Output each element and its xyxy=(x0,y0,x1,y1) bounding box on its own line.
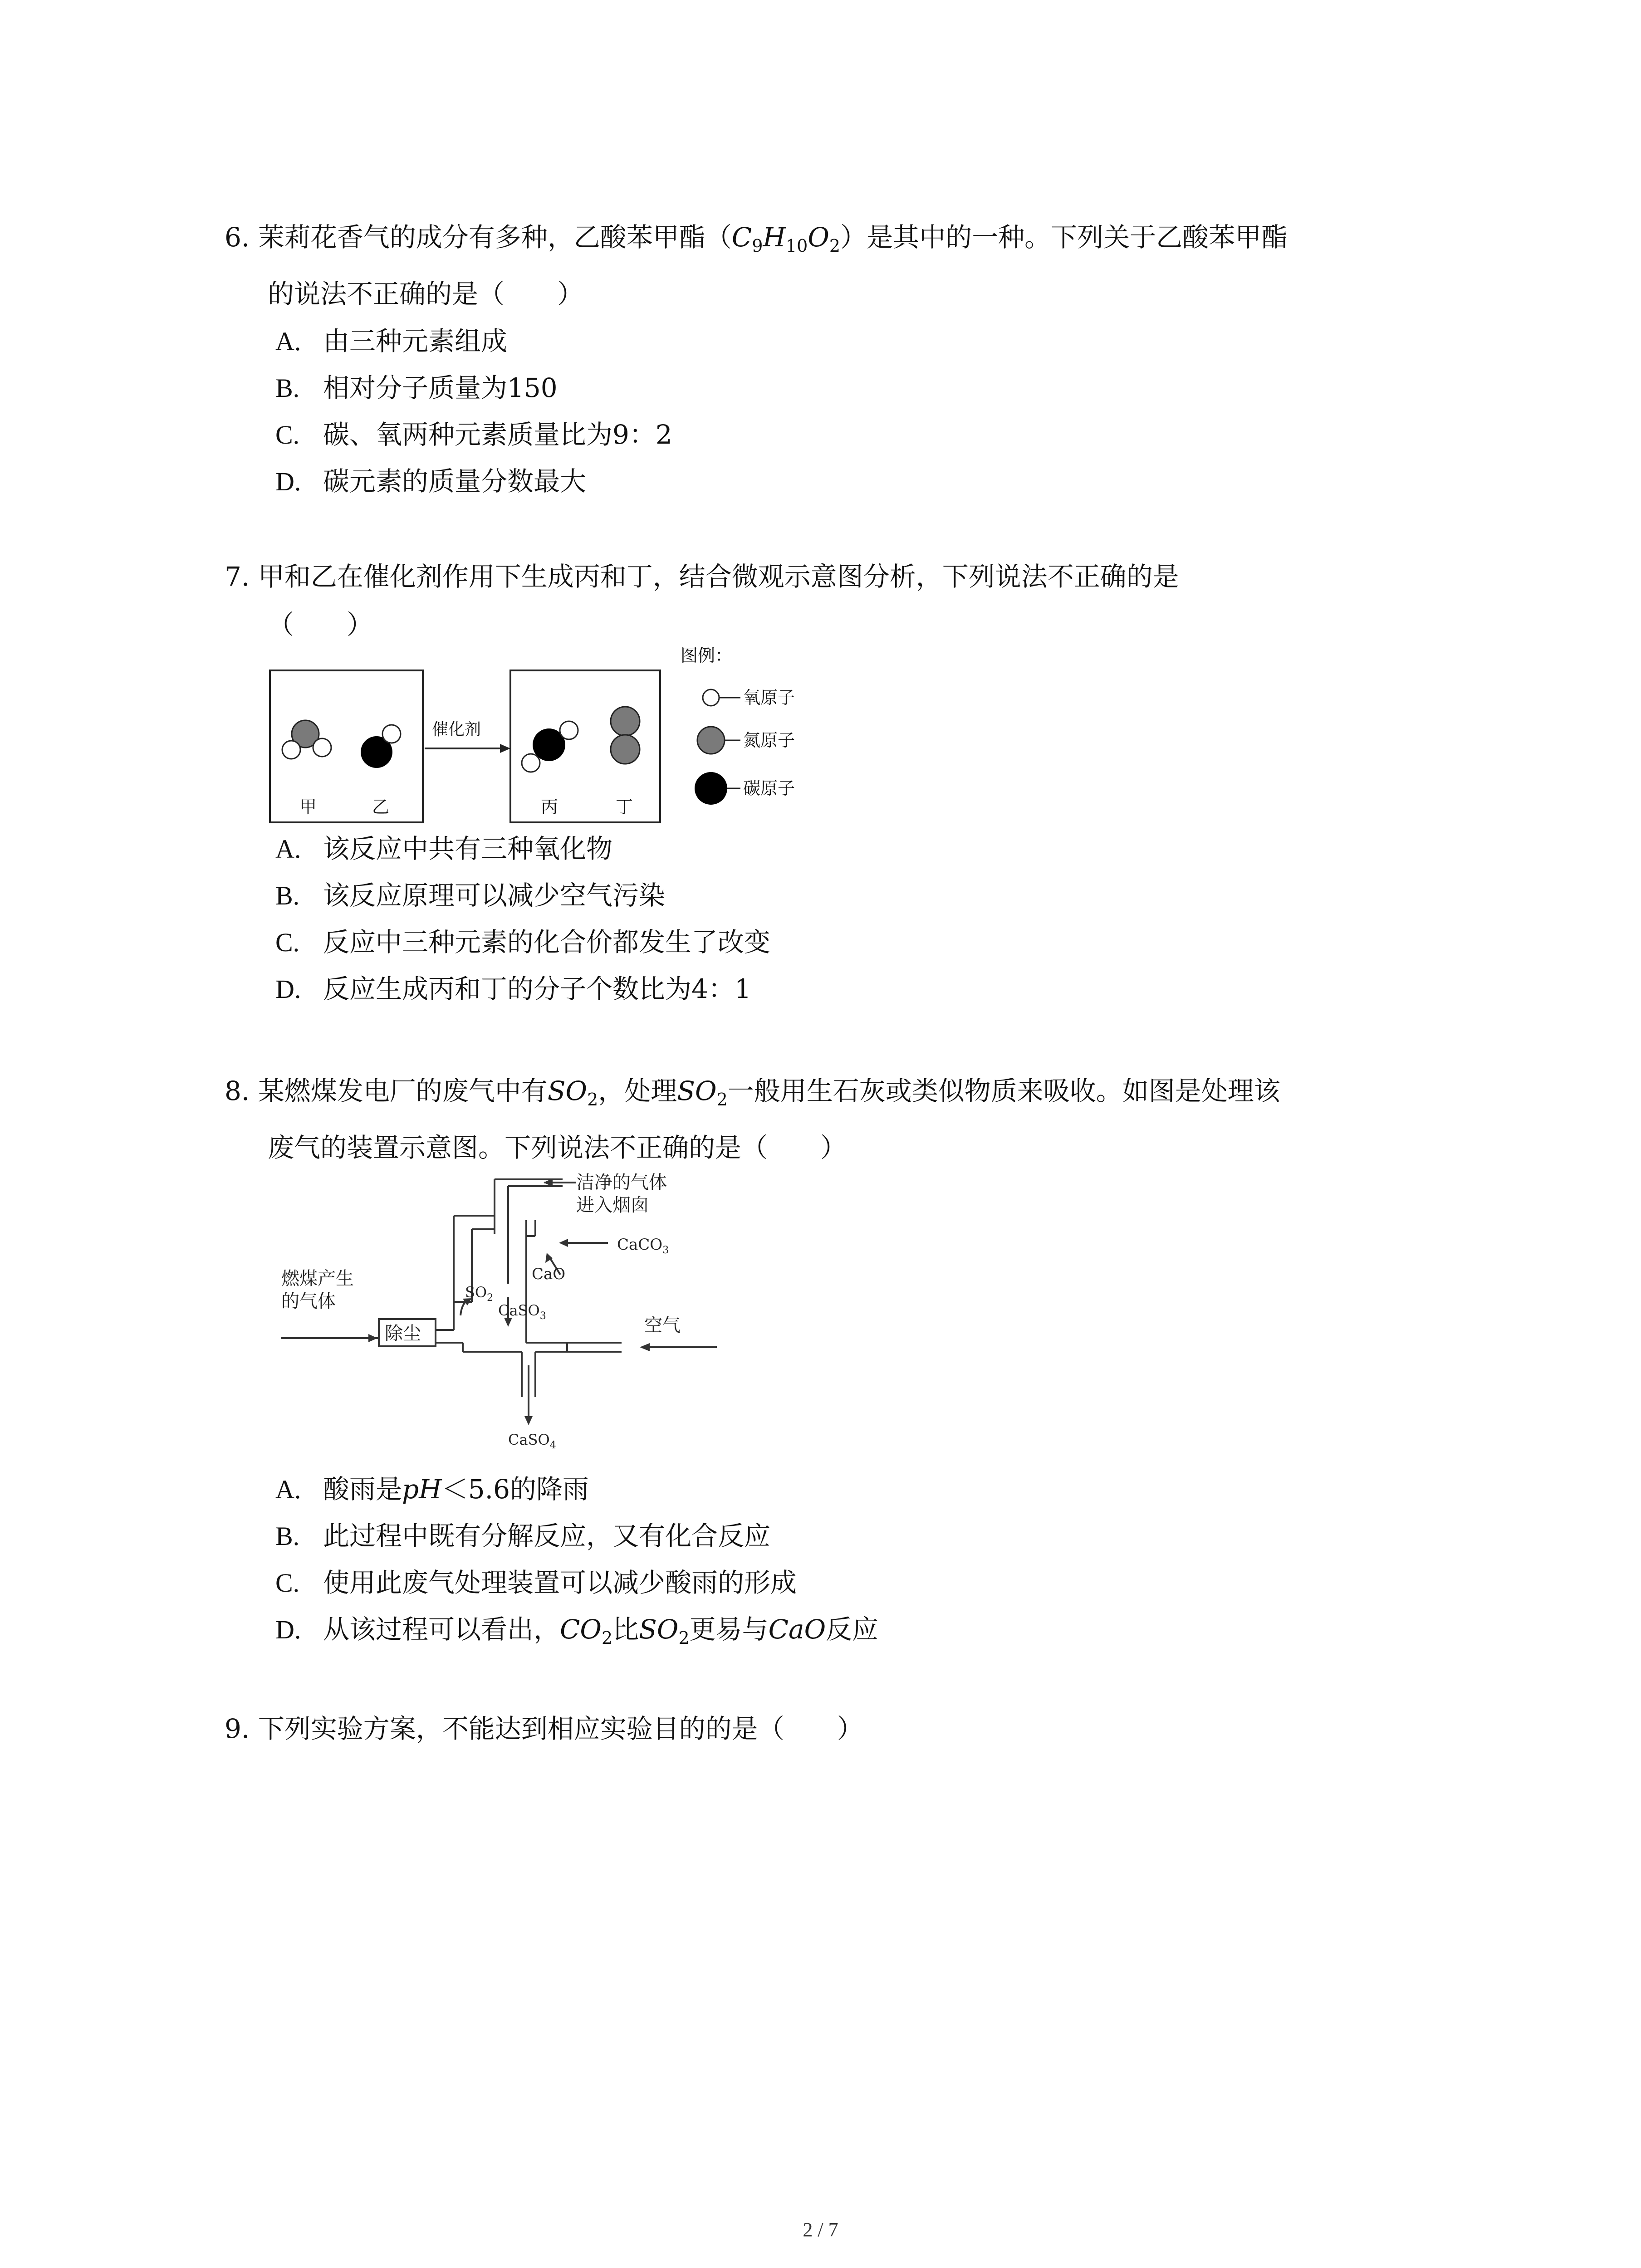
option-a: A. 该反应中共有三种氧化物 xyxy=(275,833,613,864)
oxygen-atom xyxy=(560,721,578,739)
legend-title: 图例： xyxy=(681,645,733,665)
legend-nitrogen: 氮原子 xyxy=(743,730,795,750)
oxygen-atom xyxy=(522,754,540,772)
question-7 xyxy=(225,552,1459,649)
question-number: 6. xyxy=(225,222,250,253)
chimney-label: 进入烟囱 xyxy=(576,1195,649,1216)
option-a: A. 酸雨是pH＜5.6的降雨 xyxy=(275,1474,589,1505)
cao-label: CaO xyxy=(532,1265,566,1283)
legend-oxygen: 氧原子 xyxy=(743,688,795,708)
question-9-stem: 9. 下列实验方案，不能达到相应实验目的的是（ ） xyxy=(225,1713,863,1744)
oxygen-atom xyxy=(282,741,300,759)
label-ding: 丁 xyxy=(616,797,633,817)
clean-gas-label: 洁净的气体 xyxy=(576,1172,667,1193)
caco3-label: CaCO$_3$ xyxy=(617,1236,669,1256)
legend-oxygen-icon xyxy=(703,689,719,706)
flue-gas-treatment-apparatus xyxy=(281,1166,749,1465)
option-b: B. 该反应原理可以减少空气污染 xyxy=(275,880,666,911)
option-c: C. 反应中三种元素的化合价都发生了改变 xyxy=(275,927,771,958)
oxygen-atom xyxy=(382,725,401,743)
coal-gas-label: 燃煤产生 xyxy=(281,1268,354,1289)
caso3-label: CaSO$_3$ xyxy=(498,1302,546,1322)
question-6-stem: 6. 茉莉花香气的成分有多种，乙酸苯甲酯$(C_9H_{10}O_2)$是其中的一种。下列关于乙酸苯甲酯 的说法不正确的是（ ） xyxy=(225,222,1288,309)
label-yi: 乙 xyxy=(372,797,390,817)
option-d: D. 从该过程可以看出，$CO_2$比$SO_2$更易与CaO反应 xyxy=(275,1614,879,1648)
coal-gas-label-2: 的气体 xyxy=(281,1291,336,1312)
label-bing: 丙 xyxy=(541,797,558,817)
caso4-label: CaSO$_4$ xyxy=(508,1431,556,1451)
option-d: D. 碳元素的质量分数最大 xyxy=(275,466,587,497)
question-8-stem: 8. 某燃煤发电厂的废气中有$SO_2$，处理$SO_2$一般用生石灰或类似物质来吸收。如图是处理该 废气的装置示意图。下列说法不正确的是（ ） xyxy=(225,1075,1280,1163)
question-8 xyxy=(225,1067,1459,1172)
molecule-reaction-diagram xyxy=(263,644,844,826)
option-b: B. 此过程中既有分解反应，又有化合反应 xyxy=(275,1520,771,1551)
formula-c9h10o2: $C_9H_{10}O_2$ xyxy=(731,222,841,256)
option-b: B. 相对分子质量为150 xyxy=(275,372,558,403)
question-6 xyxy=(225,213,1459,505)
catalyst-label: 催化剂 xyxy=(432,720,481,739)
option-a: A. 由三种元素组成 xyxy=(275,326,508,357)
option-c: C. 使用此废气处理装置可以减少酸雨的形成 xyxy=(275,1567,797,1598)
label-jia: 甲 xyxy=(299,797,317,817)
page-number: 2 / 7 xyxy=(803,2219,838,2241)
option-c: C. 碳、氧两种元素质量比为9：2 xyxy=(275,419,672,450)
legend-nitrogen-icon xyxy=(697,727,725,754)
air-label: 空气 xyxy=(644,1315,681,1336)
nitrogen-atom xyxy=(611,707,640,736)
question-9 xyxy=(225,1705,1459,1753)
oxygen-atom xyxy=(313,738,331,757)
question-7-options xyxy=(225,826,1459,1012)
option-d: D. 反应生成丙和丁的分子个数比为4：1 xyxy=(275,973,751,1004)
question-7-stem: 7. 甲和乙在催化剂作用下生成丙和丁，结合微观示意图分析，下列说法不正确的是 （ ） xyxy=(225,561,1179,640)
nitrogen-atom xyxy=(611,735,640,764)
legend-carbon-icon xyxy=(695,772,727,805)
dust-label: 除尘 xyxy=(385,1323,421,1344)
legend-carbon: 碳原子 xyxy=(743,778,795,798)
question-8-options xyxy=(225,1466,1459,1661)
so2-label: $SO_2$ xyxy=(465,1284,494,1304)
